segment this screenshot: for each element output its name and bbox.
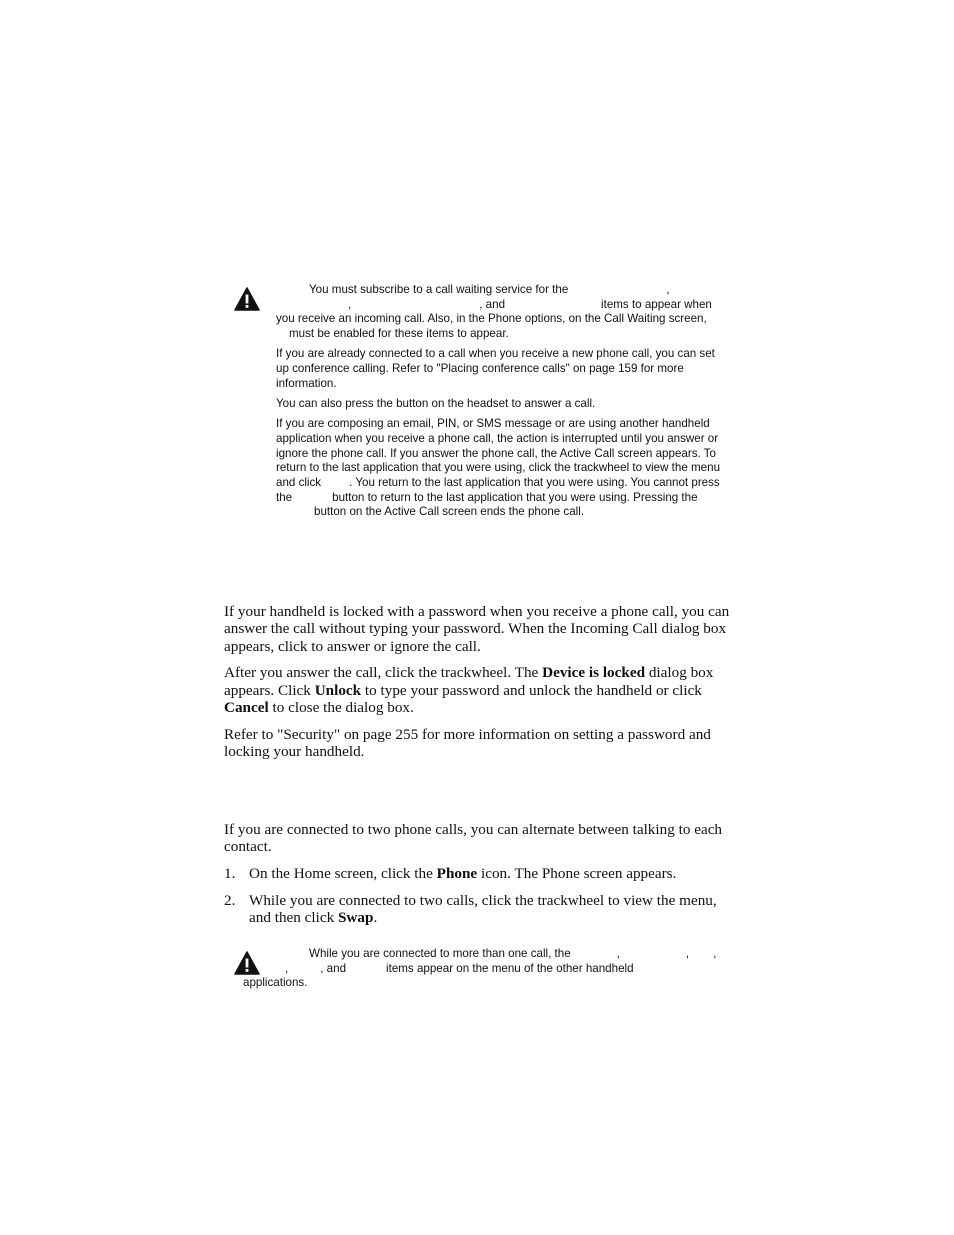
conference-note: If you are already connected to a call when you receive a new phone call, you can set up conference calling. Refer to "Placing conference calls" on page 159 for more information. [276, 347, 715, 390]
phone-label: Phone [436, 865, 478, 883]
paragraph: After you answer the call, click the trackwheel. The Device is locked dialog box appears. Click Unlock to type your password and unlock the handheld or click Cancel to close the dialog box. [224, 664, 714, 716]
multiple-calls-note: While you are connected to more than one call, the , , , , , and items appear on the menu of the other handheld applications. [243, 947, 717, 990]
paragraph: If you are connected to two phone calls, you can alternate between talking to each contact. [224, 821, 723, 856]
headset-note: You can also press the button on the headset to answer a call. [276, 396, 596, 410]
device-locked-label: Device is locked [542, 664, 646, 682]
paragraph: If your handheld is locked with a password when you receive a phone call, you can answer the call without typing your password. When the Incoming Call dialog box appears, click to answer or ignore the call. [224, 603, 730, 655]
step-item: 1. On the Home screen, click the Phone icon. The Phone screen appears. [224, 865, 677, 883]
locked-handheld-section [224, 603, 730, 770]
call-waiting-note: You must subscribe to a call waiting service for the , , , and items to appear when you receive an incoming call. Also, in the Phone options, on the Call Waiting screen, must be enabled for these items to appear. If you are already connected to a call when you receive a new phone call, you can set up conference calling. Refer to "Placing conference calls" on page 159 for more information. You can also press the button on the headset to answer a call. If you are composing an email, PIN, or SMS message or are using another handheld application when you receive a phone call, the action is interrupted until you answer or ignore the phone call. If you answer the phone call, the Active Call screen appears. To return to the last application that you were using, click the trackwheel to view the menu and click . You return to the last application that you were using. You cannot press the button to return to the last application that you were using. Pressing the button on the Active Call screen ends the phone call. [276, 283, 728, 526]
cancel-label: Cancel [224, 698, 269, 716]
swap-label: Swap [337, 909, 374, 927]
step-number: 2. [224, 891, 236, 909]
steps-list [224, 865, 730, 926]
step-number: 1. [224, 865, 236, 883]
warning-icon [234, 951, 260, 975]
step-item: 2. While you are connected to two calls, click the trackwheel to view the menu, and then click Swap. [224, 891, 717, 927]
paragraph: Refer to "Security" on page 255 for more information on setting a password and locking your handheld. [224, 725, 711, 761]
unlock-label: Unlock [314, 681, 362, 699]
swap-calls-section [224, 821, 730, 936]
warning-icon [234, 287, 260, 311]
note-text: You must subscribe to a call waiting service for the [309, 283, 569, 296]
interrupt-note: If you are composing an email, PIN, or SMS message or are using another handheld application when you receive a phone call, the action is interrupted until you answer or ignore the phone call. If you answer the phone call, the Active Call screen appears. To return to the last application that you were using, click the trackwheel to view the menu and click . You return to the last application that you were using. You cannot press the button to return to the last application that you were using. Pressing the button on the Active Call screen ends the phone call. [276, 417, 721, 519]
